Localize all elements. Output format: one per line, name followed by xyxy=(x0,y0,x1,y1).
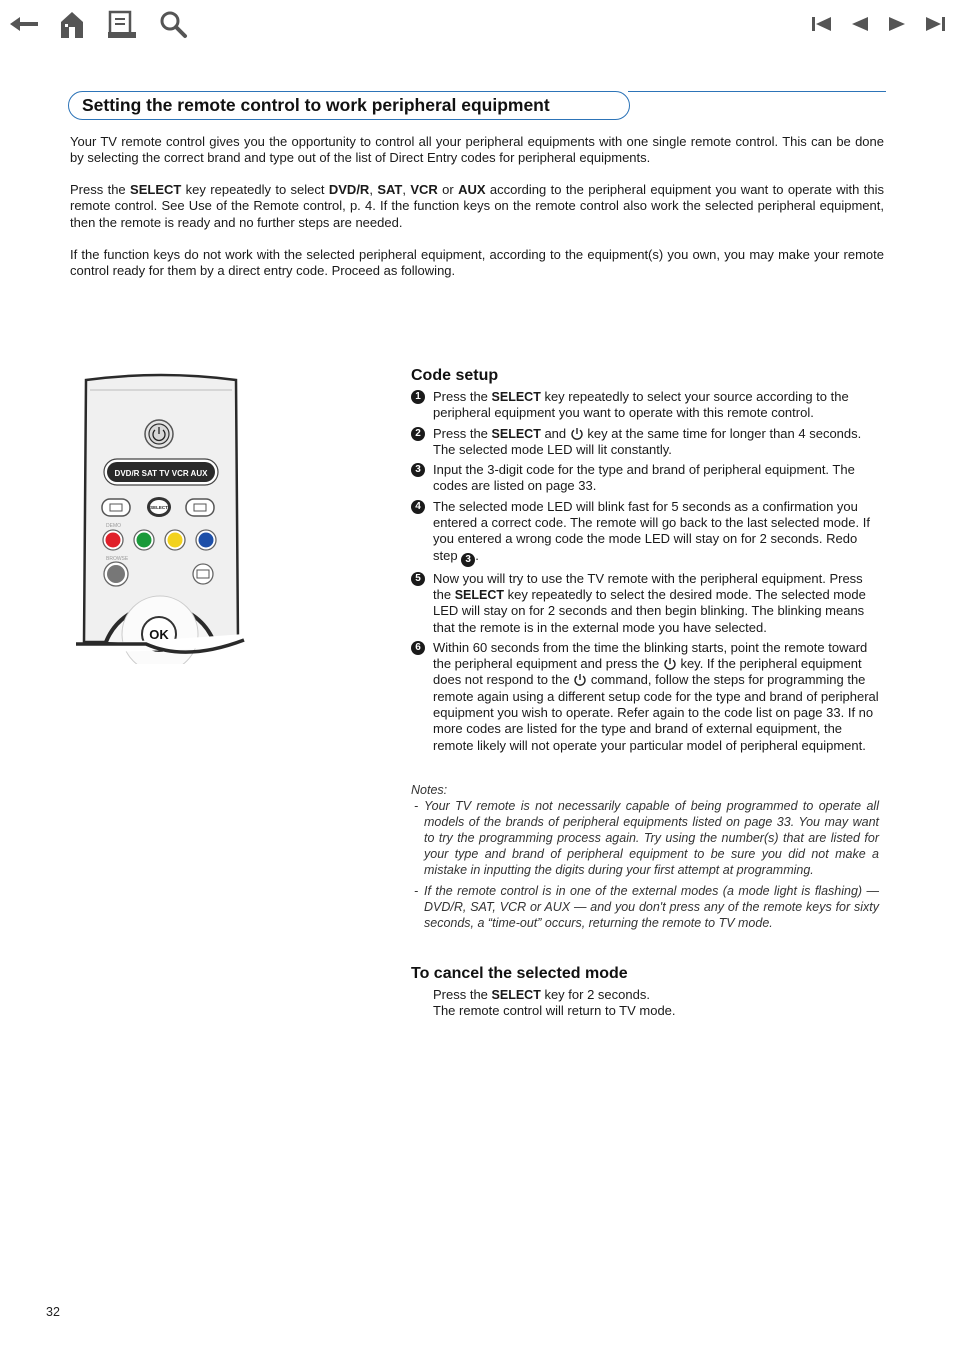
intro-paragraph-3: If the function keys do not work with the selected peripheral equipment, according to the equipment(s) you own, you may make your remote control ready for them by a direct entry code. Proceed as following. xyxy=(70,247,884,279)
home-icon[interactable] xyxy=(58,8,86,40)
power-icon xyxy=(570,427,584,441)
notes xyxy=(411,782,879,931)
notes-label: Notes: xyxy=(411,783,448,797)
step-6: 6 Within 60 seconds from the time the blinking starts, point the remote toward the peripheral equipment and press the key. If the peripheral equipment does not respond to the command, follow the steps for programming the remote again using a different setup code for the type and brand of peripheral equipment you wish to operate. Refer again to the code list on page 33. If no more codes are listed for the type and brand of external equipment, the remote likely will not operate your particular model of peripheral equipment. xyxy=(411,640,881,754)
remote-ok-label: OK xyxy=(149,627,169,642)
note-2: - If the remote control is in one of the external modes (a mode light is flashing) — DVD/R, SAT, VCR or AUX — and you don't press any of the remote keys for sixty seconds, a “time-out” occurs, returning the remote to TV mode. xyxy=(414,884,879,930)
code-setup-steps xyxy=(411,389,881,758)
step-4: 4 The selected mode LED will blink fast for 5 seconds as a confirmation you entered a correct code. The remote will go back to the last selected mode. If you entered a wrong code the mode LED will stay on for 2 seconds. Redo step 3 . xyxy=(411,499,881,567)
next-page-icon[interactable] xyxy=(887,8,907,40)
title-frame xyxy=(68,91,630,120)
step-reference: 3 xyxy=(461,553,475,567)
remote-browse-label: BROWSE xyxy=(106,556,129,562)
previous-page-icon[interactable] xyxy=(850,8,870,40)
step-number: 6 xyxy=(411,641,425,655)
remote-demo-label: DEMO xyxy=(106,523,121,529)
first-page-icon[interactable] xyxy=(811,8,833,40)
step-3: 3 Input the 3-digit code for the type and brand of peripheral equipment. The codes are listed on page 33. xyxy=(411,462,881,495)
page-number: 32 xyxy=(46,1305,60,1319)
code-setup-heading: Code setup xyxy=(411,367,499,384)
step-2: 2 Press the SELECT and key at the same time for longer than 4 seconds. The selected mode LED will lit constantly. xyxy=(411,426,881,459)
back-arrow-icon[interactable] xyxy=(8,8,40,40)
step-number: 2 xyxy=(411,427,425,441)
remote-mode-labels: DVD/R SAT TV VCR AUX xyxy=(114,469,208,478)
contents-icon[interactable] xyxy=(107,8,137,40)
step-number: 4 xyxy=(411,500,425,514)
step-number: 1 xyxy=(411,390,425,404)
remote-control-illustration xyxy=(76,372,246,664)
step-1: 1 Press the SELECT key repeatedly to select your source according to the peripheral equipment you want to operate with this remote control. xyxy=(411,389,881,422)
select-key-label: SELECT xyxy=(130,182,182,197)
page-title: Setting the remote control to work peripheral equipment xyxy=(82,95,550,115)
cancel-line-1: Press the SELECT key for 2 seconds. xyxy=(433,987,650,1002)
cancel-line-2: The remote control will return to TV mode. xyxy=(433,1003,676,1019)
step-5: 5 Now you will try to use the TV remote with the peripheral equipment. Press the SELECT key repeatedly to select the desired mode. The selected mode LED will stay on for 2 seconds and then begin blinking. The blinking means that the remote is in the external mode you have selected. xyxy=(411,571,881,636)
note-1: - Your TV remote is not necessarily capable of being programmed to operate all models of the brands of peripheral equipments listed on page 33. You may want to try the programming process again. Try using the number(s) that are listed for your type and brand of peripheral equipment to be sure you did not make a mistake in inputting the digits during your first attempt at programming. xyxy=(414,799,879,877)
title-rule xyxy=(628,91,886,92)
step-number: 3 xyxy=(411,463,425,477)
intro-paragraph-1: Your TV remote control gives you the opportunity to control all your peripheral equipments with one single remote control. This can be done by selecting the correct brand and type out of the list of Direct Entry codes for peripheral equipments. xyxy=(70,134,884,166)
remote-select-label: SELECT xyxy=(150,505,168,510)
search-icon[interactable] xyxy=(158,8,188,40)
power-icon xyxy=(663,657,677,671)
cancel-body xyxy=(433,987,676,1020)
intro-paragraph-2: Press the SELECT key repeatedly to select DVD/R, SAT, VCR or AUX according to the peripheral equipment you want to operate with this remote control. See Use of the Remote control, p. 4. If the function keys on the remote control also work the selected peripheral equipment, then the remote is ready and no further steps are needed. xyxy=(70,182,884,230)
power-icon xyxy=(573,673,587,687)
step-number: 5 xyxy=(411,572,425,586)
last-page-icon[interactable] xyxy=(924,8,946,40)
cancel-heading: To cancel the selected mode xyxy=(411,965,628,982)
